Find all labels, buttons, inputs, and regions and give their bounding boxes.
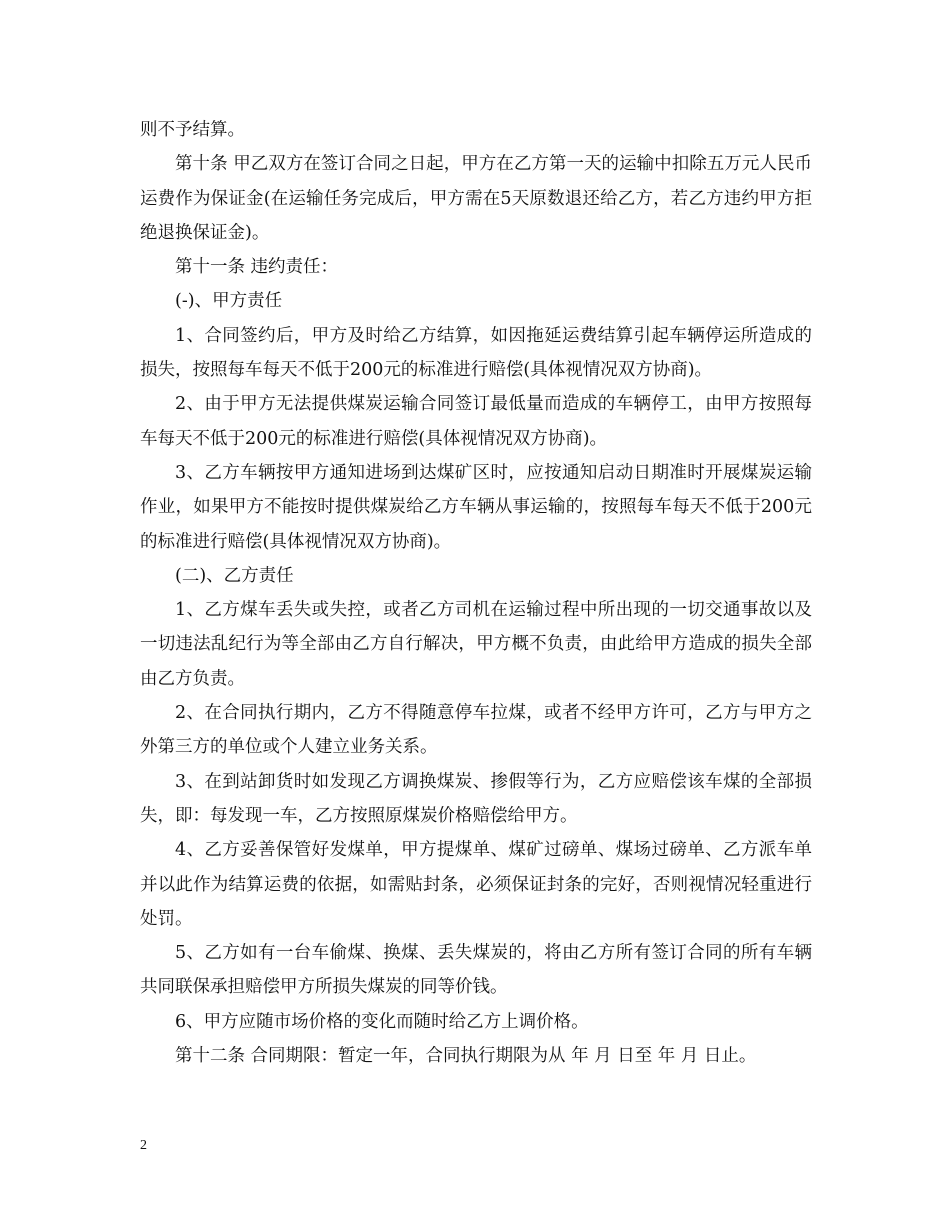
paragraph-article-12: 第十二条 合同期限：暂定一年，合同执行期限为从 年 月 日至 年 月 日止。 (175, 1046, 757, 1067)
paragraph-continuation: 则不予结算。 (140, 120, 245, 140)
paragraph-party-b-item-6: 6、甲方应随市场价格的变化而随时给乙方上调价格。 (175, 1011, 589, 1032)
document-body (140, 113, 812, 1073)
paragraph-article-11-heading: 第十一条 违约责任： (175, 257, 339, 278)
paragraph-article-10: 第十条 甲乙双方在签订合同之日起，甲方在乙方第一天的运输中扣除五万元人民币运费作为保证金(在运输任务完成后，甲方需在5天原数退还给乙方，若乙方违约甲方拒绝退换保证金)。 (140, 154, 812, 243)
page-number: 2 (140, 1138, 147, 1153)
paragraph-party-b-item-5: 5、乙方如有一台车偷煤、换煤、丢失煤炭的，将由乙方所有签订合同的所有车辆共同联保承担赔偿甲方所损失煤炭的同等价钱。 (140, 943, 812, 998)
paragraph-party-a-item-2: 2、由于甲方无法提供煤炭运输合同签订最低量而造成的车辆停工，由甲方按照每车每天不低于200元的标准进行赔偿(具体视情况双方协商)。 (140, 394, 812, 449)
paragraph-party-b-heading: (二)、乙方责任 (175, 565, 294, 586)
paragraph-party-b-item-4: 4、乙方妥善保管好发煤单，甲方提煤单、煤矿过磅单、煤场过磅单、乙方派车单并以此作为结算运费的依据，如需贴封条，必须保证封条的完好，否则视情况轻重进行处罚。 (140, 840, 812, 929)
paragraph-party-b-item-2: 2、在合同执行期内，乙方不得随意停车拉煤，或者不经甲方许可，乙方与甲方之外第三方的单位或个人建立业务关系。 (140, 703, 812, 758)
paragraph-party-a-item-3: 3、乙方车辆按甲方通知进场到达煤矿区时，应按通知启动日期准时开展煤炭运输作业，如果甲方不能按时提供煤炭给乙方车辆从事运输的，按照每车每天不低于200元的标准进行赔偿(具体视情况双方协商)。 (140, 462, 812, 552)
paragraph-party-a-item-1: 1、合同签约后，甲方及时给乙方结算，如因拖延运费结算引起车辆停运所造成的损失，按照每车每天不低于200元的标准进行赔偿(具体视情况双方协商)。 (140, 325, 812, 381)
paragraph-party-b-item-3: 3、在到站卸货时如发现乙方调换煤炭、掺假等行为，乙方应赔偿该车煤的全部损失，即：每发现一车，乙方按照原煤炭价格赔偿给甲方。 (140, 771, 812, 826)
paragraph-party-a-heading: (-)、甲方责任 (175, 291, 283, 312)
paragraph-party-b-item-1: 1、乙方煤车丢失或失控，或者乙方司机在运输过程中所出现的一切交通事故以及一切违法乱纪行为等全部由乙方自行解决，甲方概不负责，由此给甲方造成的损失全部由乙方负责。 (140, 600, 812, 689)
